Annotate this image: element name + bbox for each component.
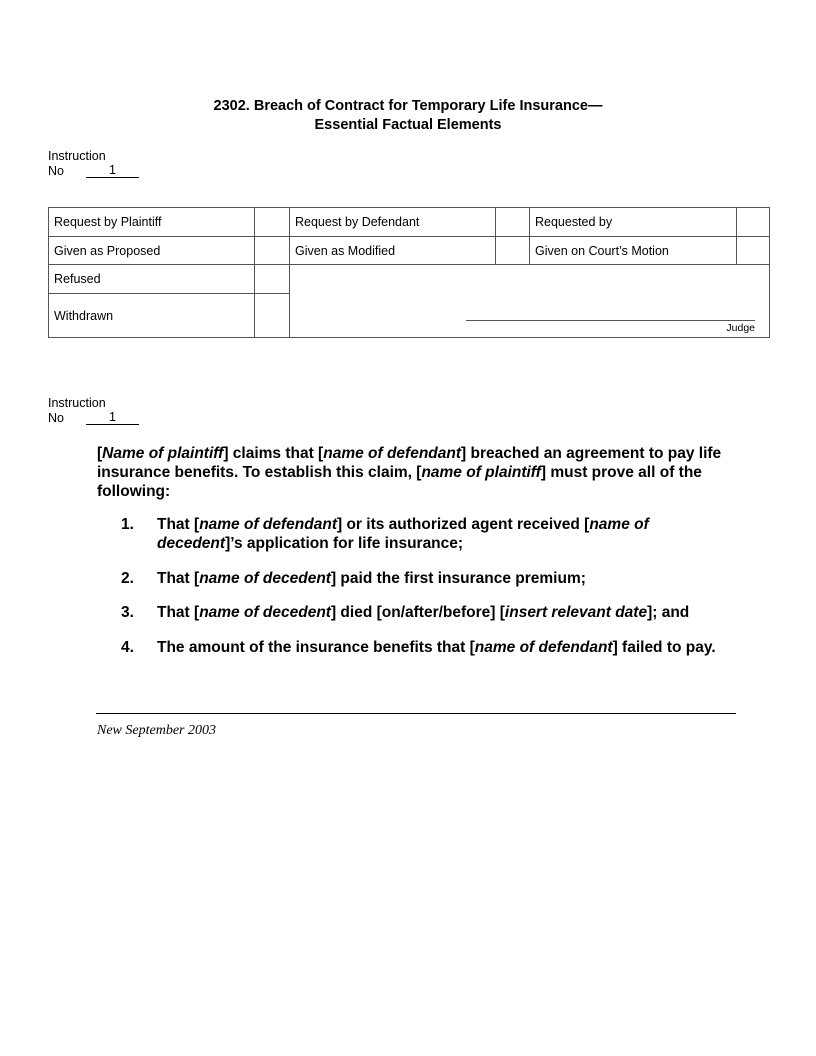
request-by-defendant-checkbox[interactable] bbox=[496, 208, 530, 237]
list-item: 4. The amount of the insurance benefits that [name of defendant] failed to pay. bbox=[121, 638, 716, 656]
footer-divider bbox=[96, 713, 736, 714]
instruction-number: 1 bbox=[86, 411, 139, 425]
judge-signature-area bbox=[290, 265, 770, 338]
instruction-number: 1 bbox=[86, 164, 139, 178]
given-on-courts-motion-checkbox[interactable] bbox=[737, 237, 770, 265]
no-label: No bbox=[48, 410, 64, 425]
list-item: 1. That [name of defendant] or its authorized agent received [name of decedent]’s application for life insurance; bbox=[121, 516, 649, 552]
given-as-proposed-label: Given as Proposed bbox=[49, 237, 255, 265]
instruction-title bbox=[0, 97, 816, 135]
instruction-number-block-bottom bbox=[48, 396, 139, 425]
request-by-defendant-label: Request by Defendant bbox=[290, 208, 496, 237]
request-by-plaintiff-label: Request by Plaintiff bbox=[49, 208, 255, 237]
requested-by-checkbox[interactable] bbox=[737, 208, 770, 237]
factual-elements-list bbox=[121, 515, 721, 672]
list-item: 3. That [name of decedent] died [on/after/before] [insert relevant date]; and bbox=[121, 604, 690, 621]
judge-signature-line bbox=[466, 320, 755, 321]
no-label: No bbox=[48, 163, 64, 178]
given-on-courts-motion-label: Given on Court’s Motion bbox=[530, 237, 737, 265]
judge-label: Judge bbox=[726, 322, 755, 334]
request-by-plaintiff-checkbox[interactable] bbox=[255, 208, 290, 237]
instruction-label: Instruction bbox=[48, 149, 106, 163]
title-line-2: Essential Factual Elements bbox=[314, 117, 502, 133]
refused-label: Refused bbox=[49, 265, 255, 294]
instruction-label: Instruction bbox=[48, 396, 106, 410]
given-as-modified-label: Given as Modified bbox=[290, 237, 496, 265]
given-as-modified-checkbox[interactable] bbox=[496, 237, 530, 265]
withdrawn-checkbox[interactable] bbox=[255, 294, 290, 338]
list-item: 2. That [name of decedent] paid the first insurance premium; bbox=[121, 569, 586, 587]
given-as-proposed-checkbox[interactable] bbox=[255, 237, 290, 265]
instruction-number-block-top bbox=[48, 149, 139, 178]
refused-checkbox[interactable] bbox=[255, 265, 290, 294]
instruction-intro: [Name of plaintiff] claims that [name of defendant] breached an agreement to pay life insurance benefits. To establish this claim, [name of plaintiff] must prove all of the following: bbox=[97, 445, 722, 500]
title-line-1: 2302. Breach of Contract for Temporary Life Insurance— bbox=[213, 98, 603, 114]
withdrawn-label: Withdrawn bbox=[49, 294, 255, 338]
revision-note: New September 2003 bbox=[97, 723, 216, 738]
requested-by-label: Requested by bbox=[530, 208, 737, 237]
request-status-table bbox=[48, 207, 770, 338]
